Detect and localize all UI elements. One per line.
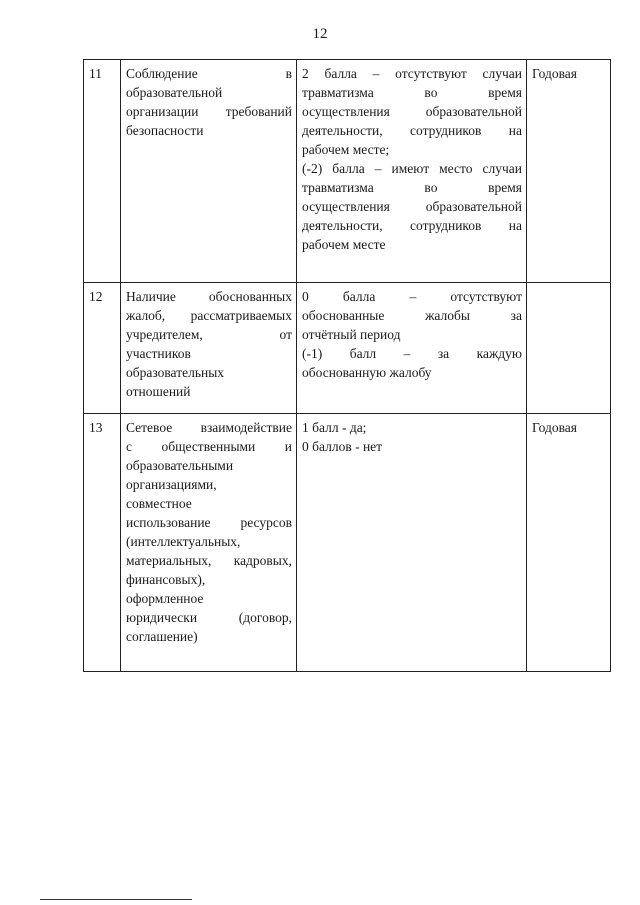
row-number: 11 — [84, 60, 121, 283]
table-row — [84, 283, 611, 414]
table-row — [84, 414, 611, 672]
page-number: 12 — [312, 26, 328, 42]
table-row — [84, 60, 611, 283]
row-number: 13 — [84, 414, 121, 672]
criterion-name: Сетевое взаимодействие с общественными и образовательными организациями, совместное использование ресурсов (интеллектуальных, материальных, кадровых, финансовых), оформленное юридически (договор, соглашение) — [121, 414, 297, 672]
criterion-name: Наличие обоснованных жалоб, рассматриваемых учредителем, от участников образовательных отношений — [121, 283, 297, 414]
criterion-period — [527, 283, 611, 414]
row-number: 12 — [84, 283, 121, 414]
criterion-period: Годовая — [527, 414, 611, 672]
criterion-score: 2 балла – отсутствуют случаи травматизма во время осуществления образовательной деятельности, сотрудников на рабочем месте; (-2) балла – имеют место случаи травматизма во время осуществления образовательной деятельности, сотрудников на рабочем месте — [297, 60, 527, 283]
criterion-score: 1 балл - да; 0 баллов - нет — [297, 414, 527, 672]
criterion-score: 0 балла – отсутствуют обоснованные жалобы за отчётный период (-1) балл – за каждую обоснованную жалобу — [297, 283, 527, 414]
criterion-period: Годовая — [527, 60, 611, 283]
footnote-divider — [40, 899, 192, 900]
criterion-name: Соблюдение в образовательной организации требований безопасности — [121, 60, 297, 283]
criteria-table — [83, 59, 611, 672]
